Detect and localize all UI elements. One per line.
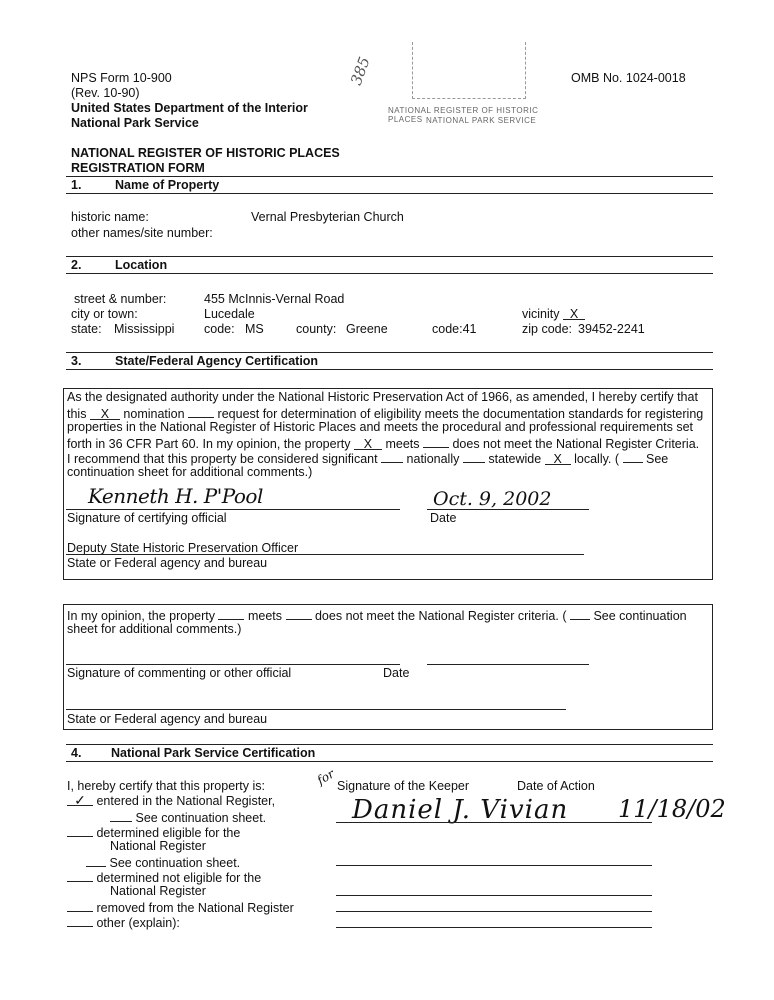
see-cont-blank-1 (110, 809, 132, 822)
entered-row (67, 794, 275, 809)
street-label: street & number: (74, 292, 167, 306)
opinion-line-2: sheet for additional comments.) (67, 622, 242, 636)
agency-label: State or Federal agency and bureau (67, 556, 268, 570)
vicinity-mark: X (563, 308, 585, 320)
cert-nationally: nationally (406, 452, 460, 466)
nps-intro: I, hereby certify that this property is: (67, 779, 265, 793)
certifying-signature: Kenneth H. P'Pool (88, 484, 263, 508)
date-label: Date (430, 511, 457, 525)
entered-label: entered in the National Register, (96, 794, 276, 808)
form-number: NPS Form 10-900 (71, 71, 172, 85)
zip-value: 39452-2241 (578, 322, 645, 336)
certification-date: Oct. 9, 2002 (433, 488, 552, 510)
divider (66, 352, 713, 353)
divider (66, 256, 713, 257)
commenting-signature-line (66, 664, 400, 665)
divider (66, 176, 713, 177)
divider (66, 744, 713, 745)
cert-meets: meets (385, 437, 420, 451)
commenting-agency-line (66, 709, 566, 710)
see-cont-label-2: See continuation sheet. (109, 856, 241, 870)
signature-label: Signature of certifying official (67, 511, 227, 525)
handwritten-number: 385 (346, 54, 374, 88)
locally-mark: X (545, 453, 571, 465)
determined-not-label: determined not eligible for the (96, 871, 262, 885)
section-4-heading: National Park Service Certification (111, 746, 316, 760)
other-label: other (explain): (96, 916, 180, 930)
cert-statewide: statewide (488, 452, 542, 466)
see-cont-label-1: See continuation sheet. (135, 811, 267, 825)
opinion-meets: meets (247, 609, 283, 623)
removed-blank (67, 899, 93, 912)
street-value: 455 McInnis-Vernal Road (204, 292, 345, 306)
official-title: Deputy State Historic Preservation Officer (67, 541, 299, 555)
signature-line (66, 509, 400, 510)
keeper-signature: Daniel J. Vivian (352, 795, 569, 825)
nomination-mark: X (90, 408, 120, 420)
commenting-date-line (427, 664, 589, 665)
cert-line-1: As the designated authority under the National Historic Preservation Act of 1966, as amended, I hereby certify that (67, 390, 698, 404)
commenting-date-label: Date (383, 666, 410, 680)
meets-mark: X (354, 438, 382, 450)
section-2-heading: Location (115, 258, 168, 272)
cert-this: this (67, 407, 87, 421)
city-label: city or town: (71, 307, 138, 321)
cert-locally: locally. ( (574, 452, 620, 466)
cert-line-5a: I recommend that this property be considered significant (67, 452, 378, 466)
keeper-line-1 (336, 822, 652, 823)
national-register-label-2: National Register (110, 884, 206, 898)
not-meet-blank (423, 435, 449, 448)
zip-label: zip code: (522, 322, 573, 336)
form-revision: (Rev. 10-90) (71, 86, 140, 100)
county-value: Greene (346, 322, 388, 336)
vicinity-field (522, 307, 585, 322)
keeper-line-3 (336, 895, 652, 896)
statewide-blank (463, 450, 485, 463)
title-line (66, 554, 584, 555)
stamp-line-2: NATIONAL PARK SERVICE (426, 116, 537, 125)
other-row (67, 914, 180, 931)
keeper-label: Signature of the Keeper (337, 779, 470, 793)
form-title: NATIONAL REGISTER OF HISTORIC PLACES (71, 146, 340, 160)
section-4-number: 4. (71, 746, 82, 760)
divider (66, 193, 713, 194)
date-line (427, 509, 589, 510)
determined-blank (67, 824, 93, 837)
removed-label: removed from the National Register (96, 901, 294, 915)
opinion-not-meet-blank (286, 607, 312, 620)
section-1-heading: Name of Property (115, 178, 220, 192)
commenting-agency-label: State or Federal agency and bureau (67, 712, 268, 726)
divider (66, 761, 713, 762)
state-code-label: code: (204, 322, 235, 336)
state-value: Mississippi (114, 322, 175, 336)
section-1-number: 1. (71, 178, 82, 192)
divider (66, 273, 713, 274)
request-blank (188, 405, 214, 418)
determined-not-blank (67, 869, 93, 882)
service-name: National Park Service (71, 116, 199, 130)
cert-line-4b: does not meet the National Register Criteria. (452, 437, 700, 451)
for-mark: for (314, 766, 337, 788)
cert-line-3: properties in the National Register of Historic Places and meets the procedural and professional requirements set (67, 420, 694, 434)
keeper-line-2 (336, 865, 652, 866)
action-date-value: 11/18/02 (618, 795, 726, 823)
opinion-meets-blank (218, 607, 244, 620)
omb-number: OMB No. 1024-0018 (571, 71, 686, 85)
county-code: code:41 (432, 322, 477, 336)
other-names-label: other names/site number: (71, 226, 213, 240)
keeper-line-5 (336, 927, 652, 928)
cert-line-2-rest: request for determination of eligibility meets the documentation standards for registering (217, 407, 704, 421)
cert-nomination: nomination (123, 407, 185, 421)
state-code-value: MS (245, 322, 264, 336)
keeper-line-4 (336, 911, 652, 912)
section-3-number: 3. (71, 354, 82, 368)
nationally-blank (381, 450, 403, 463)
section-3-heading: State/Federal Agency Certification (115, 354, 319, 368)
stamp-line-1: NATIONAL REGISTER OF HISTORIC PLACES (388, 106, 539, 124)
opinion-line-1a: In my opinion, the property (67, 609, 215, 623)
section-2-number: 2. (71, 258, 82, 272)
determined-label: determined eligible for the (96, 826, 241, 840)
commenting-signature-label: Signature of commenting or other official (67, 666, 292, 680)
opinion-line-1d: See continuation (593, 609, 687, 623)
state-label: state: (71, 322, 102, 336)
historic-name-value: Vernal Presbyterian Church (251, 210, 404, 224)
department-name: United States Department of the Interior (71, 101, 308, 115)
opinion-line-1c: does not meet the National Register criteria. ( (314, 609, 567, 623)
action-date-label: Date of Action (517, 779, 595, 793)
opinion-see-blank (570, 607, 590, 620)
vicinity-label: vicinity (522, 307, 560, 321)
historic-name-label: historic name: (71, 210, 149, 224)
received-stamp (382, 40, 554, 128)
divider (66, 369, 713, 370)
national-register-label-1: National Register (110, 839, 206, 853)
form-subtitle: REGISTRATION FORM (71, 161, 205, 175)
see-blank (623, 450, 643, 463)
cert-line-4a: forth in 36 CFR Part 60. In my opinion, the property (67, 437, 351, 451)
county-label: county: (296, 322, 337, 336)
cert-line-6: continuation sheet for additional comments.) (67, 465, 313, 479)
city-value: Lucedale (204, 307, 255, 321)
other-blank (67, 914, 93, 927)
see-cont-blank-2 (86, 854, 106, 867)
entered-check-mark: ✓ (67, 794, 93, 806)
cert-see: See (646, 452, 669, 466)
